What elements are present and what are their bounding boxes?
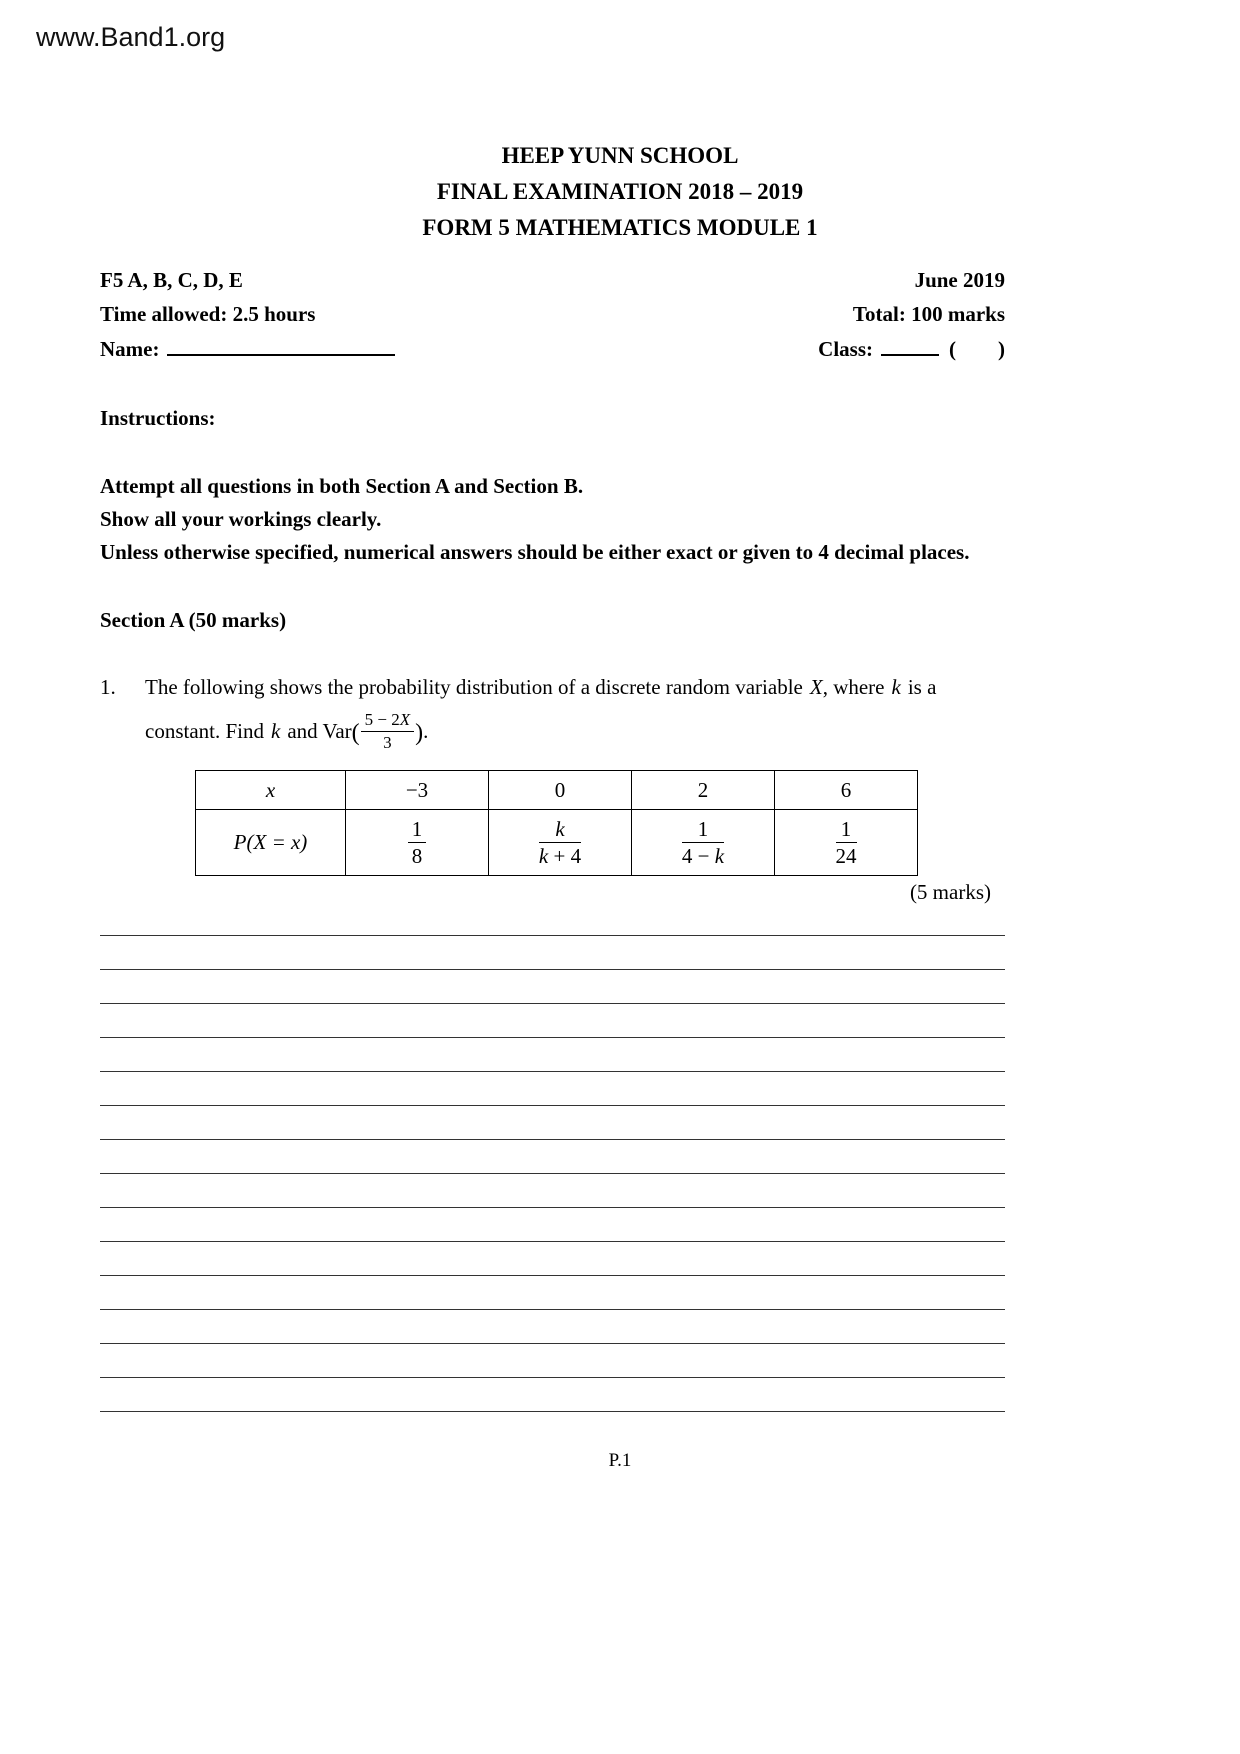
answer-line <box>100 902 1005 936</box>
name-field <box>100 336 395 362</box>
instruction-line: Unless otherwise specified, numerical answers should be either exact or given to 4 decimal places. <box>100 540 970 564</box>
info-row-3 <box>100 336 1005 370</box>
answer-line <box>100 1072 1005 1106</box>
page-number: P.1 <box>608 1450 632 1471</box>
answer-line <box>100 1106 1005 1140</box>
site-watermark: www.Band1.org <box>36 22 226 52</box>
class-field <box>818 336 1005 362</box>
math-var-k: k <box>891 675 901 699</box>
variance-fraction <box>361 711 414 752</box>
exam-date: June 2019 <box>914 268 1005 292</box>
prob-cell: $\frac{1}{8}$ <box>346 810 489 876</box>
answer-line <box>100 1174 1005 1208</box>
class-label: Class: <box>818 337 873 361</box>
answer-line <box>100 1208 1005 1242</box>
table-probability-row <box>196 810 918 876</box>
header-cell-value: 2 <box>632 771 775 810</box>
total-marks: Total: 100 marks <box>852 302 1005 326</box>
prob-cell: $\frac{k}{k + 4}$ <box>489 810 632 876</box>
math-var-k: k <box>271 719 281 744</box>
question-marks: (5 marks) <box>909 880 991 904</box>
answer-line <box>100 1038 1005 1072</box>
math-var-X: X <box>809 675 823 699</box>
prob-cell: $\frac{1}{4 - k}$ <box>632 810 775 876</box>
answer-line <box>100 1276 1005 1310</box>
header-cell-value: 6 <box>775 771 918 810</box>
instruction-line: Show all your workings clearly. <box>100 507 382 531</box>
table-header-row <box>196 771 918 810</box>
class-groups: F5 A, B, C, D, E <box>100 268 243 292</box>
prob-cell: $\frac{1}{24}$ <box>775 810 918 876</box>
answer-line <box>100 970 1005 1004</box>
instructions-heading: Instructions: <box>100 406 216 430</box>
answer-line <box>100 1344 1005 1378</box>
header-cell-x: x <box>196 771 346 810</box>
fraction-numerator: 5 − 2X <box>361 711 414 732</box>
header-cell-value: −3 <box>346 771 489 810</box>
open-paren: ( <box>351 719 360 746</box>
module-title: FORM 5 MATHEMATICS MODULE 1 <box>422 215 818 240</box>
exam-header <box>0 138 1240 246</box>
exam-title: FINAL EXAMINATION 2018 – 2019 <box>436 179 804 204</box>
fraction-denominator: 3 <box>383 732 392 752</box>
school-name: HEEP YUNN SCHOOL <box>501 143 739 168</box>
question-text-line-2: constant. Find k and Var( $\frac{5 - 2X}{3}$ ). <box>145 710 429 752</box>
instructions-list <box>100 470 1005 569</box>
answer-line <box>100 1310 1005 1344</box>
exam-info-block <box>100 268 1005 370</box>
name-blank-line <box>167 336 395 356</box>
question-text-line-1: The following shows the probability distribution of a discrete random variable X, where k is a <box>145 675 937 699</box>
class-number-parens: ( ) <box>949 337 1005 361</box>
probability-distribution-table <box>195 770 918 876</box>
time-allowed: Time allowed: 2.5 hours <box>100 302 316 326</box>
instruction-line: Attempt all questions in both Section A and Section B. <box>100 474 584 498</box>
answer-line <box>100 936 1005 970</box>
name-label: Name: <box>100 337 160 361</box>
close-paren: ) <box>415 719 424 746</box>
class-blank-line <box>881 336 939 356</box>
section-a-heading: Section A (50 marks) <box>100 608 287 632</box>
prob-label-cell: P(X = x) <box>196 810 346 876</box>
answer-area <box>100 902 1005 1412</box>
answer-line <box>100 1242 1005 1276</box>
answer-line <box>100 1378 1005 1412</box>
question-number: 1. <box>100 675 116 699</box>
answer-line <box>100 1004 1005 1038</box>
info-row-2 <box>100 302 1005 336</box>
header-cell-value: 0 <box>489 771 632 810</box>
answer-line <box>100 1140 1005 1174</box>
info-row-1 <box>100 268 1005 302</box>
